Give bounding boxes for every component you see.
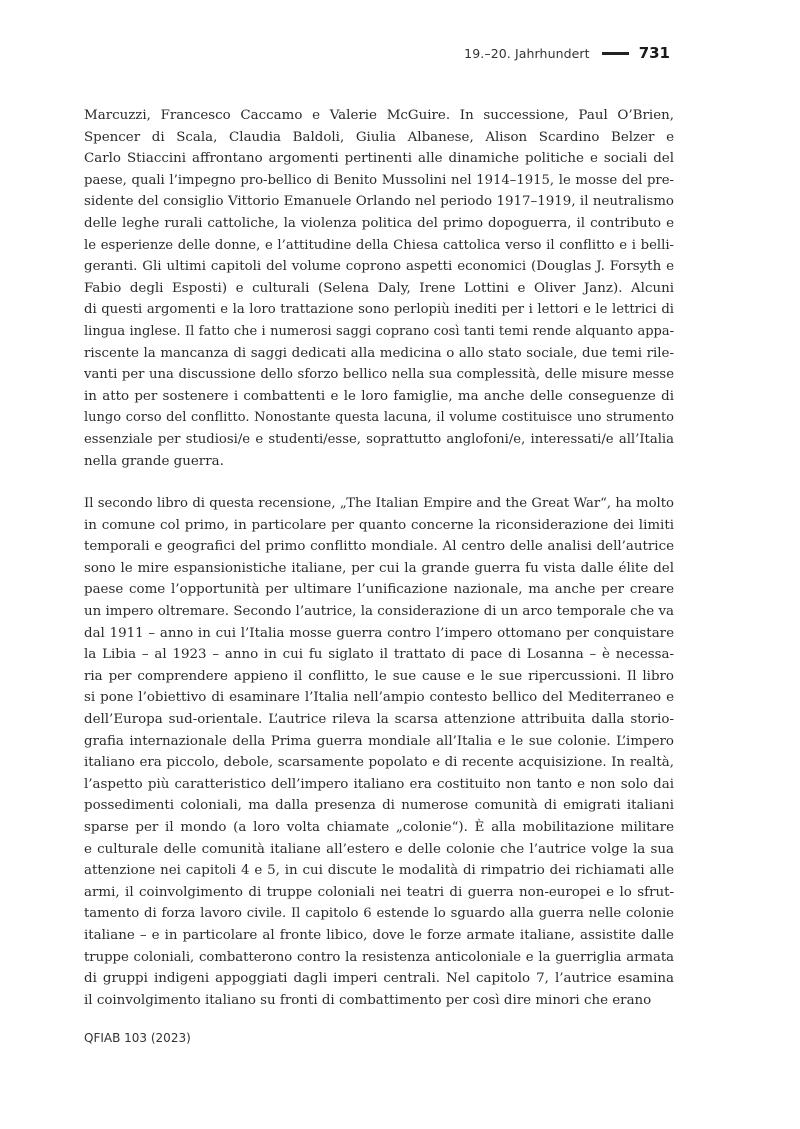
text-line: geranti. Gli ultimi capitoli del volume coprono aspetti economici (Douglas J. Forsyth e — [84, 259, 674, 275]
text-line: sidente del consiglio Vittorio Emanuele Orlando nel periodo 1917–1919, il neutralismo — [84, 194, 674, 210]
text-line: di questi argomenti e la loro trattazione sono perlopiù inediti per i lettori e le lettrici di — [84, 302, 674, 318]
text-line: Marcuzzi, Francesco Caccamo e Valerie McGuire. In successione, Paul O’Brien, — [84, 108, 674, 123]
journal-footer: QFIAB 103 (2023) — [84, 1031, 191, 1045]
text-line: tamento di forza lavoro civile. Il capitolo 6 estende lo sguardo alla guerra nelle colonie — [84, 906, 674, 922]
text-line: un impero oltremare. Secondo l’autrice, la considerazione di un arco temporale che va — [84, 604, 674, 620]
text-line: il coinvolgimento italiano su fronti di combattimento per così dire minori che erano — [84, 992, 652, 1008]
running-head — [464, 41, 670, 65]
text-line: sono le mire espansionistiche italiane, per cui la grande guerra fu vista dalle élite del — [84, 560, 674, 576]
text-line: lungo corso del conflitto. Nonostante questa lacuna, il volume costituisce uno strumento — [84, 410, 674, 426]
text-line: di gruppi indigeni appoggiati dagli imperi centrali. Nel capitolo 7, l’autrice esamina — [84, 971, 674, 987]
text-line: le esperienze delle donne, e l’attitudine della Chiesa cattolica verso il conflitto e i belli- — [84, 237, 674, 253]
text-line: paese, quali l’impegno pro-bellico di Benito Mussolini nel 1914–1915, le mosse del pre- — [84, 172, 674, 188]
text-line: in atto per sostenere i combattenti e le loro famiglie, ma anche delle conseguenze di — [84, 388, 674, 404]
text-line: Spencer di Scala, Claudia Baldoli, Giulia Albanese, Alison Scardino Belzer e — [84, 129, 674, 145]
paragraph — [84, 105, 674, 472]
text-line: ria per comprendere appieno il conflitto, le sue cause e le sue ripercussioni. Il libro — [84, 668, 674, 684]
text-line: temporali e geografici del primo conflitto mondiale. Al centro delle analisi dell’autrice — [84, 539, 674, 555]
text-line: grafia internazionale della Prima guerra mondiale all’Italia e le sue colonie. L’impero — [84, 733, 674, 749]
text-line: la Libia – al 1923 – anno in cui fu siglato il trattato di pace di Losanna – è necessa- — [84, 647, 674, 663]
text-line: vanti per una discussione dello sforzo bellico nella sua complessità, delle misure messe — [84, 367, 674, 383]
paragraph-gap — [84, 472, 674, 493]
text-line: l’aspetto più caratteristico dell’impero italiano era costituito non tanto e non solo dai — [84, 776, 674, 792]
paragraph — [84, 493, 674, 1011]
text-line: attenzione nei capitoli 4 e 5, in cui discute le modalità di rimpatrio dei richiamati alle — [84, 863, 674, 879]
text-line: armi, il coinvolgimento di truppe coloniali nei teatri di guerra non-europei e lo sfrut- — [84, 884, 674, 900]
text-line: possedimenti coloniali, ma dalla presenza di numerose comunità di emigrati italiani — [84, 798, 674, 814]
text-line: sparse per il mondo (a loro volta chiamate „colonie“). È alla mobilitazione militare — [84, 820, 674, 835]
text-line: essenziale per studiosi/e e studenti/esse, soprattutto anglofoni/e, interessati/e all’Italia — [84, 431, 674, 447]
header-rule — [602, 52, 629, 55]
text-line: Il secondo libro di questa recensione, „The Italian Empire and the Great War“, ha molto — [84, 496, 674, 512]
text-line: dal 1911 – anno in cui l’Italia mosse guerra contro l’impero ottomano per conquistare — [84, 625, 674, 641]
text-line: italiane – e in particolare al fronte libico, dove le forze armate italiane, assistite dalle — [84, 927, 674, 943]
text-line: dell’Europa sud-orientale. L’autrice rileva la scarsa attenzione attribuita dalla storio- — [84, 712, 674, 728]
text-line: Fabio degli Esposti) e culturali (Selena Daly, Irene Lottini e Oliver Janz). Alcuni — [84, 280, 674, 296]
text-line: delle leghe rurali cattoliche, la violenza politica del primo dopoguerra, il contributo e — [84, 215, 674, 231]
section-title: 19.–20. Jahrhundert — [464, 45, 590, 61]
text-line: nella grande guerra. — [84, 453, 224, 469]
text-line: e culturale delle comunità italiane all’estero e delle colonie che l’autrice volge la sua — [84, 841, 674, 857]
text-line: truppe coloniali, combatterono contro la resistenza anticoloniale e la guerriglia armata — [84, 949, 674, 965]
text-line: in comune col primo, in particolare per quanto concerne la riconsiderazione dei limiti — [84, 517, 674, 533]
text-line: riscente la mancanza di saggi dedicati alla medicina o allo stato sociale, due temi rile- — [84, 345, 674, 361]
text-line: si pone l’obiettivo di esaminare l’Italia nell’ampio contesto bellico del Mediterraneo e — [84, 690, 674, 706]
text-line: lingua inglese. Il fatto che i numerosi saggi coprano così tanti temi rende alquanto appa- — [84, 323, 674, 339]
page-number: 731 — [638, 44, 670, 62]
body-text — [84, 105, 674, 1011]
text-line: paese come l’opportunità per ultimare l’unificazione nazionale, ma anche per creare — [84, 582, 674, 598]
text-line: Carlo Stiaccini affrontano argomenti pertinenti alle dinamiche politiche e sociali del — [84, 151, 674, 167]
text-line: italiano era piccolo, debole, scarsamente popolato e di recente acquisizione. In realtà, — [84, 755, 674, 771]
